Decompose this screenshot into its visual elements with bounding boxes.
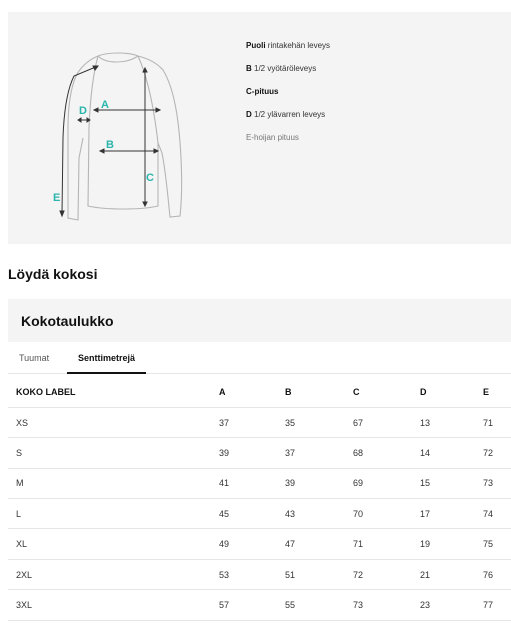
legend-row-c: C-pituus xyxy=(246,87,279,96)
cell-c: 69 xyxy=(353,468,420,498)
column-header-size-label: KOKO LABEL xyxy=(8,377,219,407)
tab-inches[interactable]: Tuumat xyxy=(19,353,50,363)
cell-a: 53 xyxy=(219,559,285,589)
size-chart-title: Kokotaulukko xyxy=(21,313,114,329)
cell-e: 77 xyxy=(483,590,511,620)
cell-b: 43 xyxy=(285,499,353,529)
cell-d: 23 xyxy=(420,590,483,620)
legend-row-e: E-hoijan pituus xyxy=(246,133,299,142)
cell-e: 75 xyxy=(483,529,511,559)
cell-b: 51 xyxy=(285,559,353,589)
table-row xyxy=(8,438,511,468)
cell-b: 39 xyxy=(285,468,353,498)
column-header-e: E xyxy=(483,377,511,407)
cell-d: 15 xyxy=(420,468,483,498)
cell-c: 67 xyxy=(353,407,420,437)
table-row xyxy=(8,499,511,529)
measure-letter-c: C xyxy=(146,172,154,184)
find-size-heading: Löydä kokosi xyxy=(8,266,98,282)
cell-e: 71 xyxy=(483,407,511,437)
cell-size: 3XL xyxy=(8,590,219,620)
cell-e: 73 xyxy=(483,468,511,498)
cell-e: 72 xyxy=(483,438,511,468)
measure-letter-d: D xyxy=(79,105,87,117)
cell-c: 71 xyxy=(353,529,420,559)
cell-d: 13 xyxy=(420,407,483,437)
cell-a: 37 xyxy=(219,407,285,437)
cell-e: 74 xyxy=(483,499,511,529)
cell-a: 49 xyxy=(219,529,285,559)
unit-tabs xyxy=(8,346,511,374)
table-row xyxy=(8,559,511,589)
cell-d: 19 xyxy=(420,529,483,559)
cell-d: 14 xyxy=(420,438,483,468)
size-chart-header xyxy=(8,299,511,342)
column-header-b: B xyxy=(285,377,353,407)
table-row xyxy=(8,407,511,437)
measurement-legend xyxy=(246,40,330,155)
cell-size: M xyxy=(8,468,219,498)
cell-b: 35 xyxy=(285,407,353,437)
cell-c: 72 xyxy=(353,559,420,589)
cell-size: S xyxy=(8,438,219,468)
cell-size: XL xyxy=(8,529,219,559)
shirt-diagram xyxy=(46,48,196,228)
measure-letter-e: E xyxy=(53,192,61,204)
column-header-d: D xyxy=(420,377,483,407)
legend-row-d: D 1/2 ylävarren leveys xyxy=(246,110,326,119)
table-row xyxy=(8,468,511,498)
cell-size: XS xyxy=(8,407,219,437)
size-table xyxy=(8,377,511,621)
size-guide-panel xyxy=(8,12,511,244)
cell-size: 2XL xyxy=(8,559,219,589)
measure-letter-b: B xyxy=(106,139,114,151)
cell-c: 68 xyxy=(353,438,420,468)
table-row xyxy=(8,529,511,559)
tab-centimeters[interactable]: Senttimetrejä xyxy=(67,346,146,374)
table-header-row xyxy=(8,377,511,407)
legend-row-a: Puoli rintakehän leveys xyxy=(246,41,331,50)
legend-row-b: B 1/2 vyötäröleveys xyxy=(246,64,317,73)
cell-c: 70 xyxy=(353,499,420,529)
cell-e: 76 xyxy=(483,559,511,589)
cell-d: 21 xyxy=(420,559,483,589)
cell-b: 37 xyxy=(285,438,353,468)
column-header-a: A xyxy=(219,377,285,407)
cell-b: 47 xyxy=(285,529,353,559)
shirt-outline xyxy=(68,53,182,220)
cell-a: 57 xyxy=(219,590,285,620)
cell-b: 55 xyxy=(285,590,353,620)
cell-c: 73 xyxy=(353,590,420,620)
cell-a: 41 xyxy=(219,468,285,498)
measure-letter-a: A xyxy=(101,99,109,111)
cell-a: 39 xyxy=(219,438,285,468)
column-header-c: C xyxy=(353,377,420,407)
cell-a: 45 xyxy=(219,499,285,529)
cell-size: L xyxy=(8,499,219,529)
table-row xyxy=(8,590,511,620)
cell-d: 17 xyxy=(420,499,483,529)
